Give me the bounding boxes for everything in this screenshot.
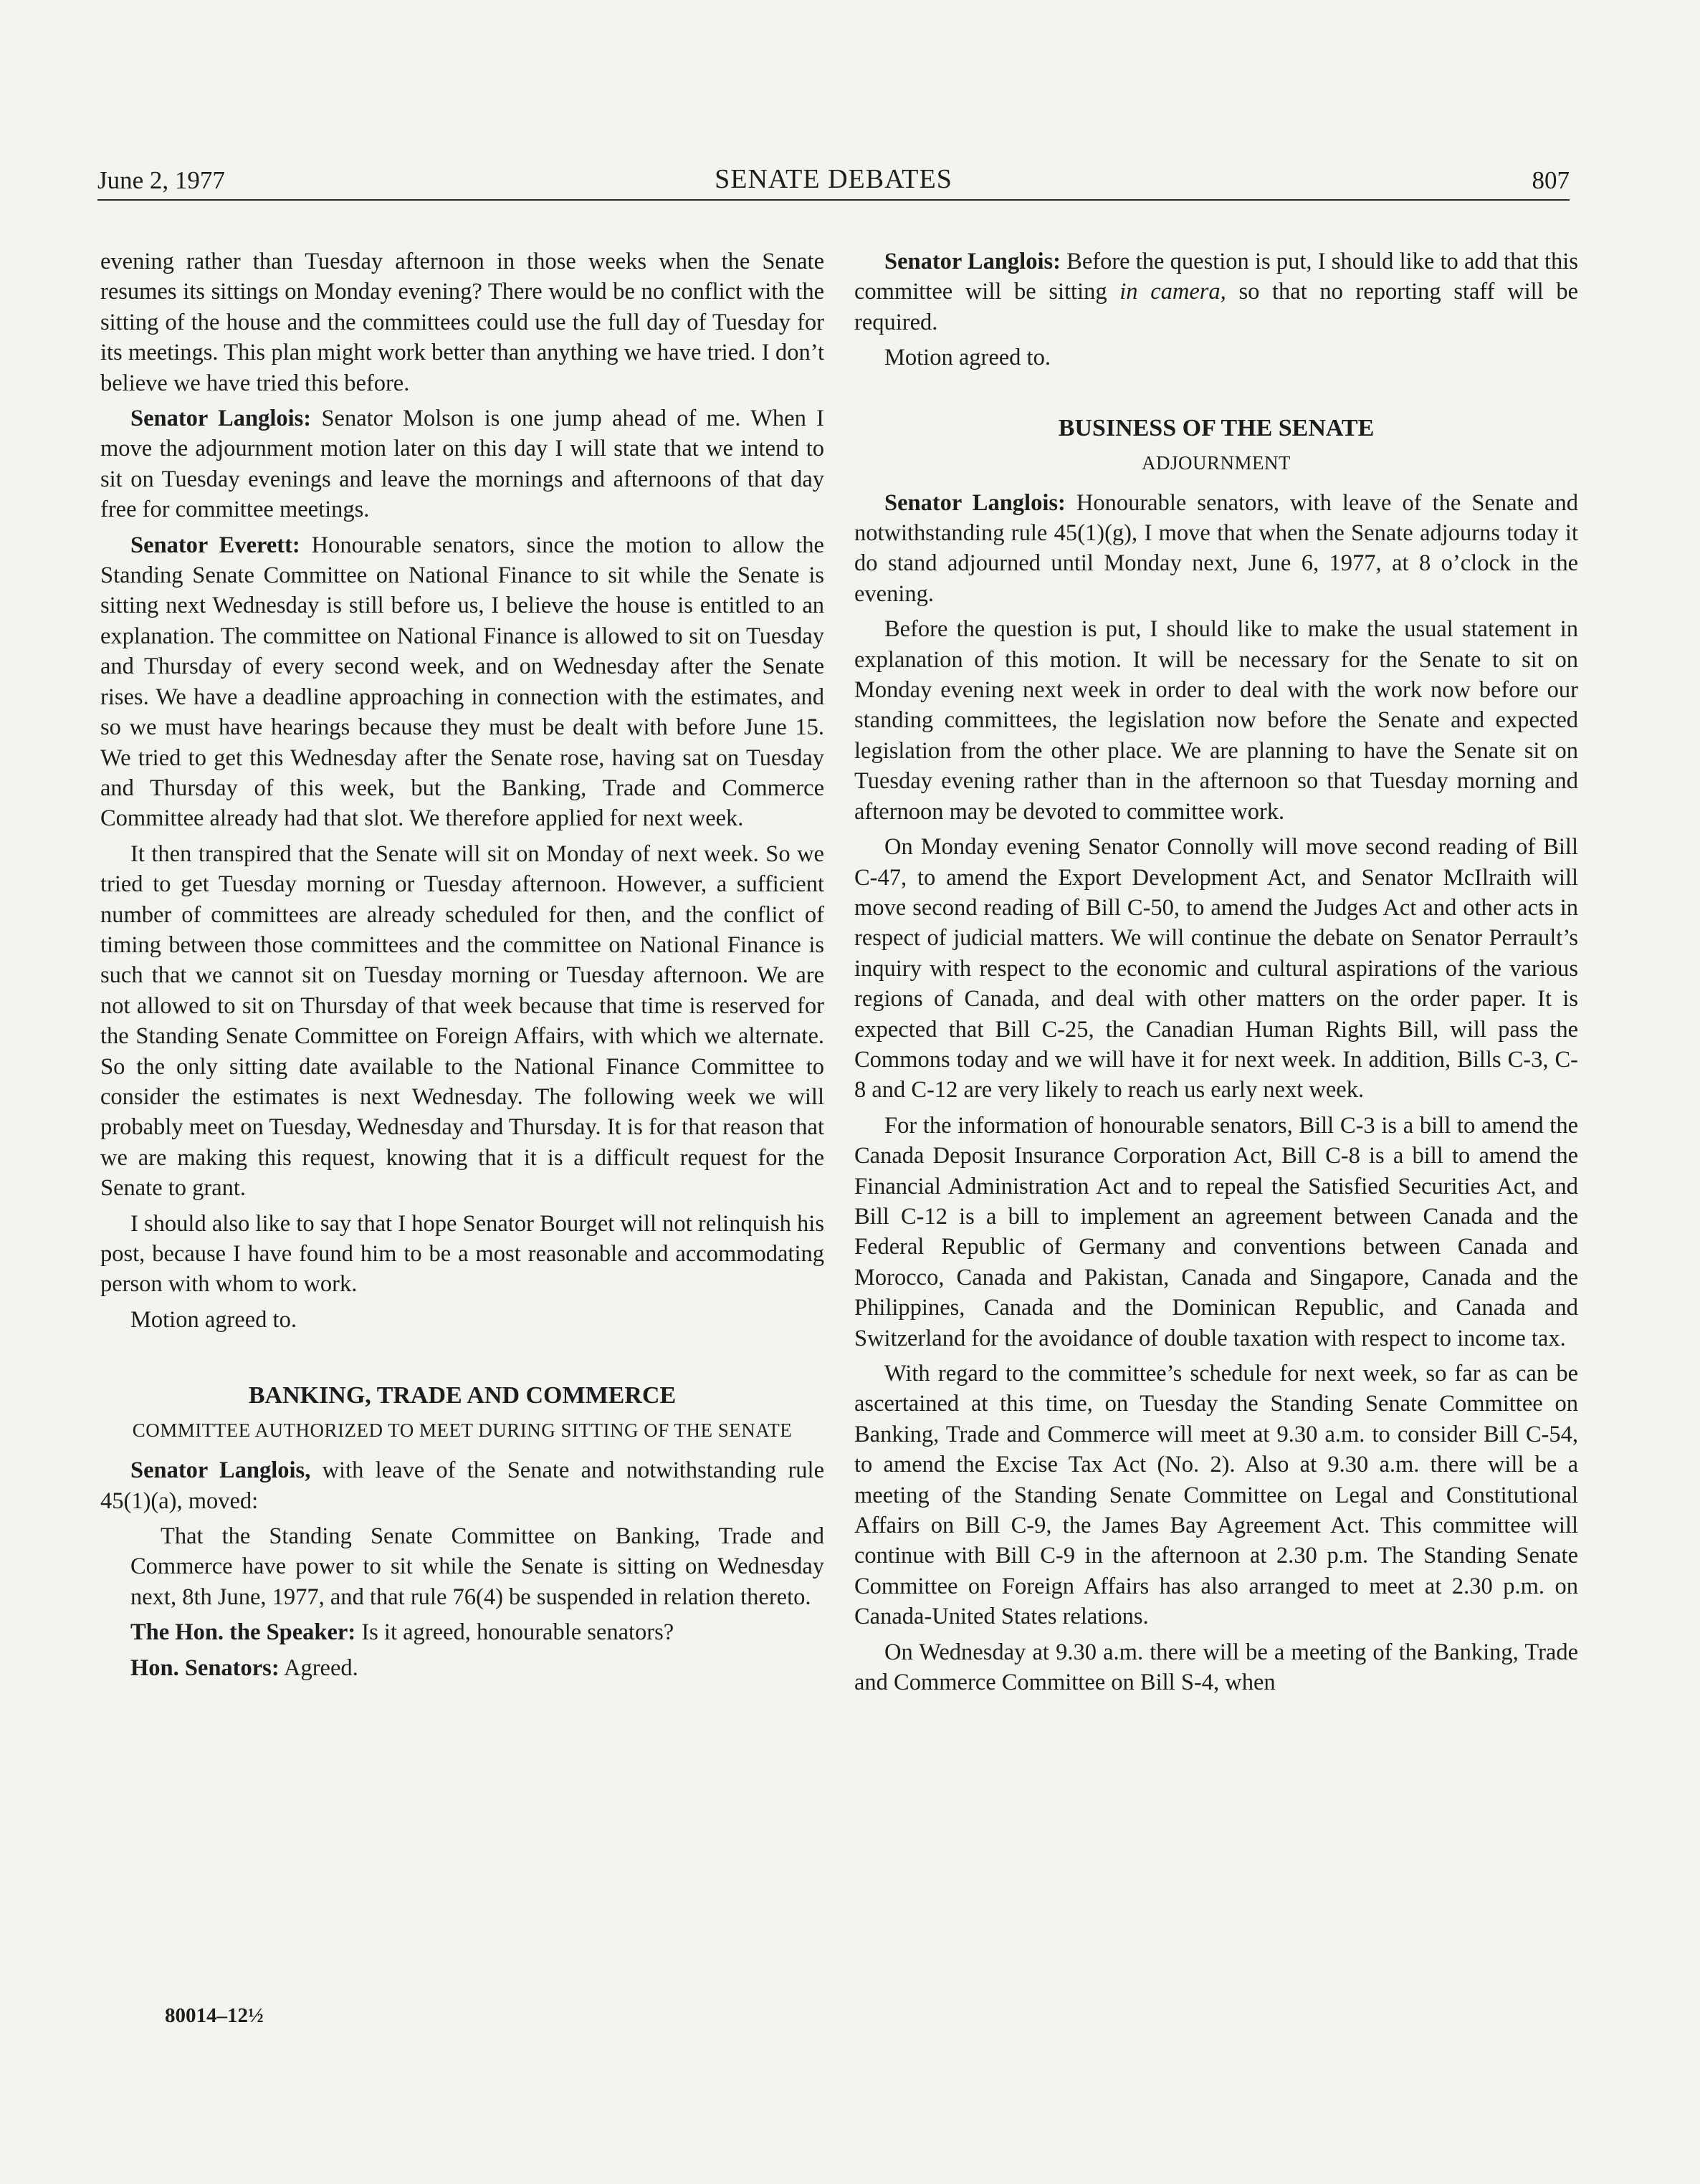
section-subheading: ADJOURNMENT [1142,451,1291,474]
speech-text: Agreed. [279,1654,358,1681]
speech-text: Senator Molson is one jump ahead of me. When I move the adjournment motion later on this day I will state that we intend to sit on Tuesday evenings and leave the mornings and afternoons of that day free for committee meetings. [100,406,824,523]
speaker-name: Hon. Senators: [130,1654,280,1681]
section-heading: BANKING, TRADE AND COMMERCE [248,1382,677,1409]
speaker-name: Senator Langlois: [884,489,1066,516]
speech-text: Honourable senators, since the motion to allow the Standing Senate Committee on National Finance to sit while the Senate is sitting next Wednesday is still before us, I believe the house is entitled to an explanation. The committee on National Finance is allowed to sit on Tuesday and Thursday of every second week, and on Wednesday after the Senate rises. We have a deadline approaching in connection with the estimates, and so we must have hearings because they must be dealt with before June 15. We tried to get this Wednesday after the Senate rose, having sat on Tuesday and Thursday of this week, but the Banking, Trade and Commerce Committee already had that slot. We therefore applied for next week. [100,532,824,832]
speaker-name: Senator Langlois: [130,406,312,432]
paragraph: I should also like to say that I hope Senator Bourget will not relinquish his post, because I have found him to be a most reasonable and accommodating person with whom to work. [100,1210,824,1298]
motion-text: That the Standing Senate Committee on Banking, Trade and Commerce have power to sit while the Senate is sitting on Wednesday next, 8th June, 1977, and that rule 76(4) be suspended in relation thereto. [130,1523,824,1610]
paragraph [100,1617,824,1647]
speech-text: so that no reporting staff will be required. [854,279,1579,335]
section-heading: BUSINESS OF THE SENATE [1058,414,1375,441]
paragraph: Motion agreed to. [884,345,1051,371]
section-subheading: COMMITTEE AUTHORIZED TO MEET DURING SITTING OF THE SENATE [132,1419,793,1442]
print-code: 80014–12½ [165,2004,264,2027]
paragraph: With regard to the committee’s schedule for next week, so far as can be ascertained at this time, on Tuesday the Standing Senate Committee on Banking, Trade and Commerce will meet at 9.30 a.m. to consider Bill C-54, to amend the Excise Tax Act (No. 2). Also at 9.30 a.m. there will be a meeting of the Standing Senate Committee on Legal and Constitutional Affairs on Bill C-9, the James Bay Agreement Act. This committee will continue with Bill C-9 in the afternoon at 2.30 p.m. The Standing Senate Committee on Foreign Affairs has also arranged to meet at 2.30 p.m. on Canada-United States relations. [854,1361,1578,1630]
header-date: June 2, 1977 [97,166,225,194]
italic-text: in camera, [1119,279,1226,305]
running-head [97,156,1570,201]
header-title: SENATE DEBATES [715,164,952,194]
speaker-name: The Hon. the Speaker: [130,1619,356,1646]
paragraph: evening rather than Tuesday afternoon in those weeks when the Senate resumes its sittings on Monday evening? There would be no conflict with the sitting of the house and the committees could use the full day of Tuesday for its meetings. This plan might work better than anything we have tried. I don’t believe we have tried this before. [100,249,824,396]
speech-text: Before the question is put, I should like to add that this committee will be sitting [854,249,1578,305]
left-column [100,246,824,1688]
paragraph [100,403,824,525]
paragraph: On Wednesday at 9.30 a.m. there will be a meeting of the Banking, Trade and Commerce Committee on Bill S-4, when [854,1639,1578,1696]
paragraph [854,246,1578,337]
paragraph: It then transpired that the Senate will sit on Monday of next week. So we tried to get Tuesday morning or Tuesday afternoon. However, a sufficient number of committees are already scheduled for then, and the conflict of timing between those committees and the committee on National Finance is such that we cannot sit on Tuesday morning or Tuesday afternoon. We are not allowed to sit on Thursday of that week because that time is reserved for the Standing Senate Committee on Foreign Affairs, with which we alternate. So the only sitting date available to the National Finance Committee to consider the estimates is next Wednesday. The following week we will probably meet on Tuesday, Wednesday and Thursday. It is for that reason that we are making this request, knowing that it is a difficult request for the Senate to grant. [100,840,824,1202]
paragraph: Before the question is put, I should like to make the usual statement in explanation of this motion. It will be necessary for the Senate to sit on Monday evening next week in order to deal with the work now before our standing committees, the legislation now before the Senate and expected legislation from the other place. We are planning to have the Senate sit on Tuesday evening rather than in the afternoon so that Tuesday morning and afternoon may be devoted to committee work. [854,616,1578,825]
paragraph: For the information of honourable senators, Bill C-3 is a bill to amend the Canada Deposit Insurance Corporation Act, Bill C-8 is a bill to amend the Financial Administration Act and to repeal the Satisfied Securities Act, and Bill C-12 is a bill to implement an agreement between Canada and the Federal Republic of Germany and conventions between Canada and Morocco, Canada and Pakistan, Canada and Singapore, Canada and the Philippines, Canada and the Dominican Republic, and Canada and Switzerland for the avoidance of double taxation with respect to income tax. [854,1112,1578,1351]
paragraph [854,488,1578,610]
page-number: 807 [1532,166,1570,194]
speaker-name: Senator Everett: [130,532,300,558]
right-column [854,246,1578,1702]
speech-text: Honourable senators, with leave of the Senate and notwithstanding rule 45(1)(g), I move that when the Senate adjourns today it do stand adjourned until Monday next, June 6, 1977, at 8 o’clock in the evening. [854,489,1578,607]
speaker-name: Senator Langlois, [130,1457,311,1484]
paragraph [100,1653,824,1683]
paragraph [100,530,824,834]
speech-text: Is it agreed, honourable senators? [355,1619,674,1646]
paragraph: Motion agreed to. [130,1306,297,1333]
paragraph: On Monday evening Senator Connolly will move second reading of Bill C-47, to amend the Export Development Act, and Senator McIlraith will move second reading of Bill C-50, to amend the Judges Act and other acts in respect of judicial matters. We will continue the debate on Senator Perrault’s inquiry with respect to the economic and cultural aspirations of the various regions of Canada, and deal with other matters on the order paper. It is expected that Bill C-25, the Canadian Human Rights Bill, will pass the Commons today and we will have it for next week. In addition, Bills C-3, C-8 and C-12 are very likely to reach us early next week. [854,834,1578,1103]
paragraph [100,1455,824,1516]
speech-text: with leave of the Senate and notwithstanding rule 45(1)(a), moved: [100,1457,824,1514]
speaker-name: Senator Langlois: [884,249,1061,274]
